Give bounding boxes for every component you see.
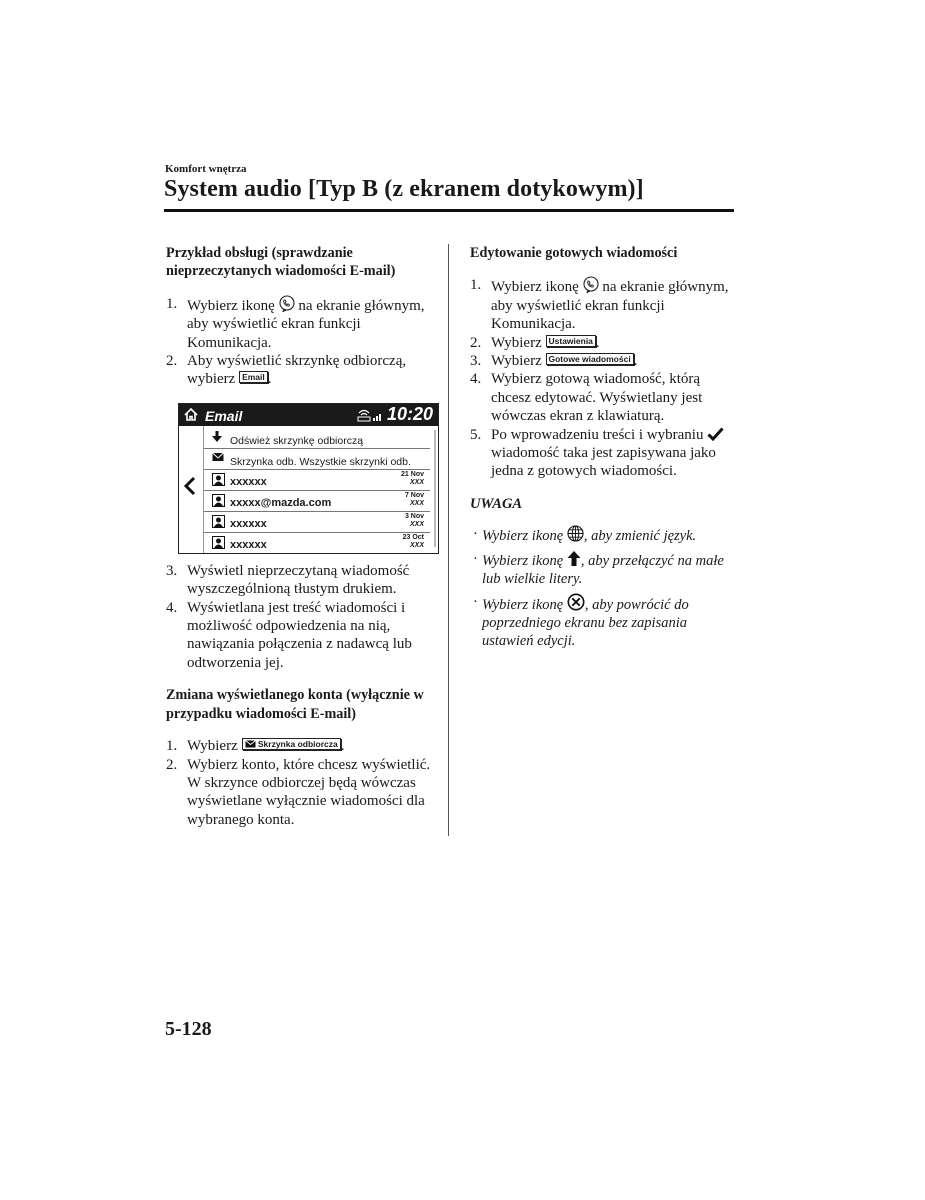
screen-top-bar	[179, 404, 438, 426]
screen-rows	[204, 428, 430, 553]
ready-messages-key: Gotowe wiadomości	[546, 353, 634, 365]
list-item: 2. Wybierz konto, które chcesz wyświetlić. W skrzynce odbiorczej będą wówczas wyświetlane wyłącznie wiadomości dla wybranego konta.	[166, 756, 431, 828]
email-screen-illustration	[178, 403, 439, 554]
list-item: 4. Wybierz gotową wiadomość, którą chcesz edytować. Wyświetlany jest wówczas ekran z klawiaturą.	[470, 371, 703, 425]
globe-icon	[567, 525, 584, 542]
inbox-key: Skrzynka odbiorcza	[242, 738, 341, 750]
screen-clock: 10:20	[386, 403, 433, 424]
screen-scrollbar	[434, 430, 436, 547]
list-item: xxxxxx 3 Nov XXX	[204, 512, 430, 533]
heading-change-account: Zmiana wyświetlanego konta (wyłącznie w przypadku wiadomości E-mail)	[166, 687, 424, 722]
back-arrow-icon	[183, 476, 197, 496]
list-item: 4. Wyświetlana jest treść wiadomości i możliwość odpowiedzenia na nią, nawiązania połączenia z nadawcą lub odtworzenia jej.	[166, 599, 412, 671]
list-item: 2. Wybierz Ustawienia .	[470, 334, 600, 351]
envelope-icon	[212, 452, 224, 462]
heading-check-email: Przykład obsługi (sprawdzanie nieprzeczytanych wiadomości E-mail)	[166, 245, 396, 280]
left-column	[166, 244, 434, 829]
list-item: Odśwież skrzynkę odbiorczą	[204, 428, 430, 449]
checkmark-icon	[707, 427, 724, 441]
signal-icon	[355, 408, 383, 422]
list-item: 3. Wybierz Gotowe wiadomości .	[470, 353, 638, 370]
list-item: 3. Wyświetl nieprzeczytaną wiadomość wyszczególnioną tłustym drukiem.	[166, 562, 410, 598]
list-item: · Wybierz ikonę , aby przełączyć na małe lub wielkie litery.	[473, 550, 724, 588]
envelope-icon	[245, 740, 256, 748]
contact-icon	[212, 515, 225, 528]
steps-check-email	[166, 295, 434, 389]
list-item: 2. Aby wyświetlić skrzynkę odbiorczą, wybierz Email .	[166, 353, 407, 388]
list-item: · Wybierz ikonę , aby powrócić do poprzedniego ekranu bez zapisania ustawień edycji.	[473, 593, 689, 650]
steps-read-email	[166, 562, 434, 672]
note-title: UWAGA	[470, 495, 523, 512]
right-column	[470, 244, 735, 655]
steps-edit-messages	[470, 276, 735, 480]
list-item: xxxxx@mazda.com 7 Nov XXX	[204, 491, 430, 512]
column-divider	[448, 244, 449, 836]
contact-icon	[212, 473, 225, 486]
heading-edit-messages: Edytowanie gotowych wiadomości	[470, 245, 678, 261]
list-item: xxxxxx 23 Oct XXX	[204, 533, 430, 553]
communication-icon	[583, 276, 599, 293]
download-arrow-icon	[212, 431, 222, 443]
page-title: System audio [Typ B (z ekranem dotykowym)]	[164, 176, 644, 202]
list-item: 1. Wybierz Skrzynka odbiorcza .	[166, 738, 345, 755]
email-key: Email	[239, 371, 268, 383]
list-item: · Wybierz ikonę , aby zmienić język.	[473, 526, 697, 545]
notes-list	[470, 525, 735, 650]
shift-arrow-icon	[567, 550, 581, 567]
page-number: 5-128	[165, 1018, 212, 1040]
section-label: Komfort wnętrza	[165, 163, 247, 175]
screen-title: Email	[205, 407, 243, 424]
list-item: xxxxxx 21 Nov XXX	[204, 470, 430, 491]
close-icon	[567, 593, 585, 611]
home-icon	[184, 408, 198, 421]
communication-icon	[279, 295, 295, 312]
list-item: 5. Po wprowadzeniu treści i wybraniu wiadomość taka jest zapisywana jako jedna z gotowych wiadomości.	[470, 426, 735, 481]
list-item: 1. Wybierz ikonę na ekranie głównym, aby wyświetlić ekran funkcji Komunikacja.	[166, 295, 425, 351]
contact-icon	[212, 494, 225, 507]
contact-icon	[212, 536, 225, 549]
title-rule	[164, 209, 734, 212]
settings-key: Ustawienia	[546, 335, 596, 347]
steps-change-account	[166, 737, 434, 829]
list-item: 1. Wybierz ikonę na ekranie głównym, aby wyświetlić ekran funkcji Komunikacja.	[470, 277, 729, 333]
list-item: Skrzynka odb. Wszystkie skrzynki odb.	[204, 449, 430, 470]
